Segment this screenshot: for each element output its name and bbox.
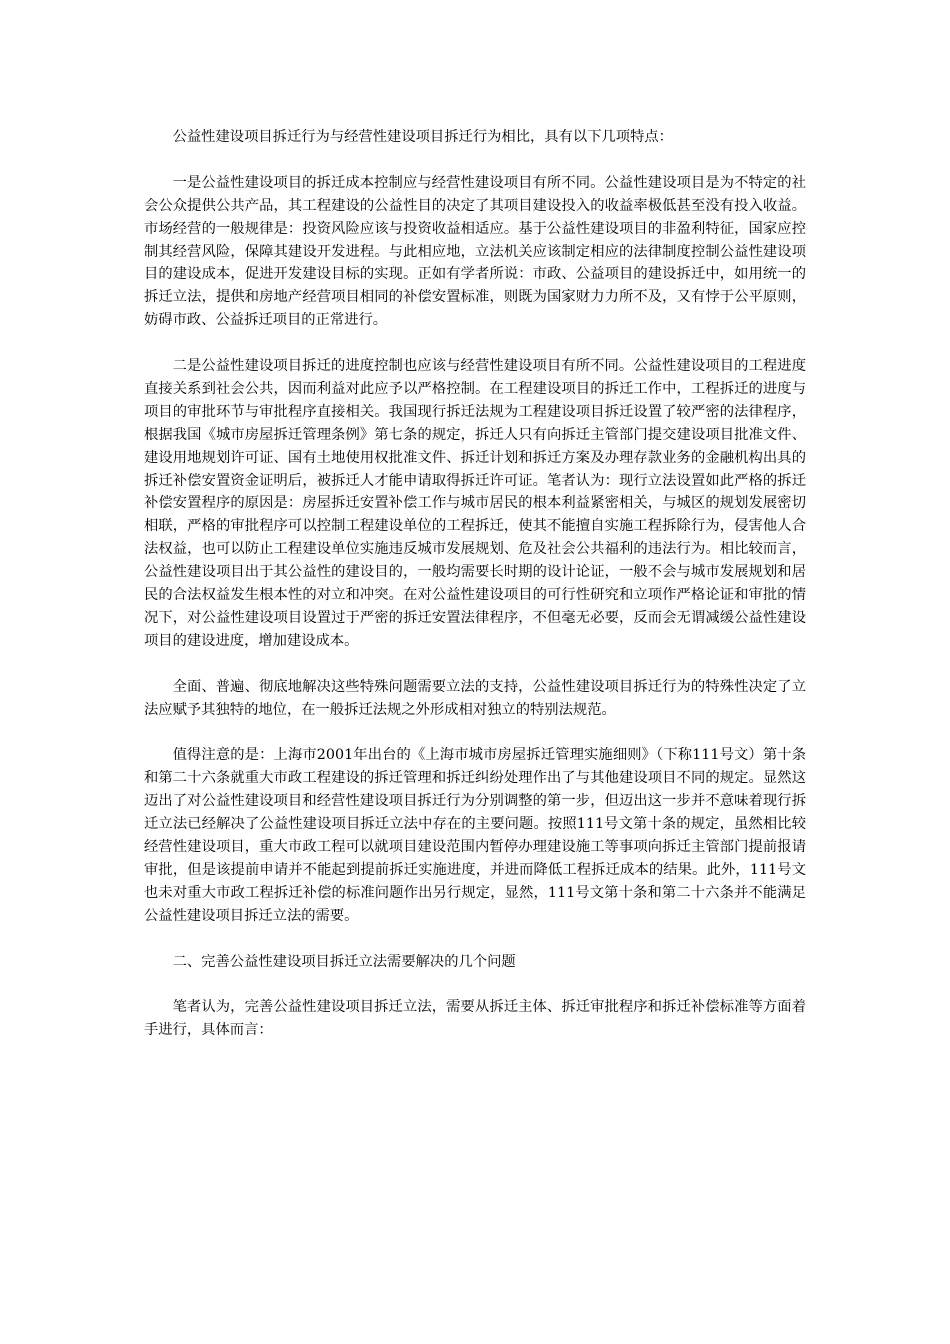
paragraph-shanghai-rules: 值得注意的是：上海市2001年出台的《上海市城市房屋拆迁管理实施细则》（下称111号文）第十条和第二十六条就重大市政工程建设的拆迁管理和拆迁纠纷处理作出了与其他建设项目不同的规定。显然这迈出了对公益性建设项目和经营性建设项目拆迁行为分别调整的第一步，但迈出这一步并不意味着现行拆迁立法已经解决了公益性建设项目拆迁立法中存在的主要问题。按照111号文第十条的规定，虽然相比较经营性建设项目，重大市政工程可以就项目建设范围内暂停办理建设施工等事项向拆迁主管部门提前报请审批，但是该提前申请并不能起到提前拆迁实施进度，并进而降低工程拆迁成本的结果。此外，111号文也未对重大市政工程拆迁补偿的标准问题作出另行规定，显然，111号文第十条和第二十六条并不能满足公益性建设项目拆迁立法的需要。	[144, 747, 806, 924]
paragraph-progress-control: 二是公益性建设项目拆迁的进度控制也应该与经营性建设项目有所不同。公益性建设项目的工程进度直接关系到社会公共，因而利益对此应予以严格控制。在工程建设项目的拆迁工作中，工程拆迁的进度与项目的审批环节与审批程序直接相关。我国现行拆迁法规为工程建设项目拆迁设置了较严密的法律程序，根据我国《城市房屋拆迁管理条例》第七条的规定，拆迁人只有向拆迁主管部门提交建设项目批准文件、建设用地规划许可证、国有土地使用权批准文件、拆迁计划和拆迁方案及办理存款业务的金融机构出具的拆迁补偿安置资金证明后，被拆迁人才能申请取得拆迁许可证。笔者认为：现行立法设置如此严格的拆迁补偿安置程序的原因是：房屋拆迁安置补偿工作与城市居民的根本利益紧密相关，与城区的规划发展密切相联，严格的审批程序可以控制工程建设单位的工程拆迁，使其不能擅自实施工程拆除行为，侵害他人合法权益，也可以防止工程建设单位实施违反城市发展规划、危及社会公共福利的违法行为。相比较而言，公益性建设项目出于其公益性的建设目的，一般均需要长时期的设计论证，一般不会与城市发展规划和居民的合法权益发生根本性的对立和冲突。在对公益性建设项目的可行性研究和立项作严格论证和审批的情况下，对公益性建设项目设置过于严密的拆迁安置法律程序，不但毫无必要，反而会无谓减缓公益性建设项目的建设进度，增加建设成本。	[144, 358, 806, 649]
section-heading: 二、完善公益性建设项目拆迁立法需要解决的几个问题	[172, 953, 516, 970]
paragraph-legislation-support: 全面、普遍、彻底地解决这些特殊问题需要立法的支持，公益性建设项目拆迁行为的特殊性决定了立法应赋予其独特的地位，在一般拆迁法规之外形成相对独立的特别法规范。	[144, 678, 806, 718]
paragraph-intro: 公益性建设项目拆迁行为与经营性建设项目拆迁行为相比，具有以下几项特点：	[172, 129, 673, 145]
document-body	[144, 126, 806, 1065]
paragraph-author-view: 笔者认为，完善公益性建设项目拆迁立法，需要从拆迁主体、拆迁审批程序和拆迁补偿标准等方面着手进行，具体而言：	[144, 999, 806, 1039]
paragraph-cost-control: 一是公益性建设项目的拆迁成本控制应与经营性建设项目有所不同。公益性建设项目是为不特定的社会公众提供公共产品，其工程建设的公益性目的决定了其项目建设投入的收益率极低甚至没有投入收益。市场经营的一般规律是：投资风险应该与投资收益相适应。基于公益性建设项目的非盈利特征，国家应控制其经营风险，保障其建设开发进程。与此相应地，立法机关应该制定相应的法律制度控制公益性建设项目的建设成本，促进开发建设目标的实现。正如有学者所说：市政、公益项目的建设拆迁中，如用统一的拆迁立法，提供和房地产经营项目相同的补偿安置标准，则既为国家财力力所不及，又有悖于公平原则，妨碍市政、公益拆迁项目的正常进行。	[144, 174, 806, 329]
